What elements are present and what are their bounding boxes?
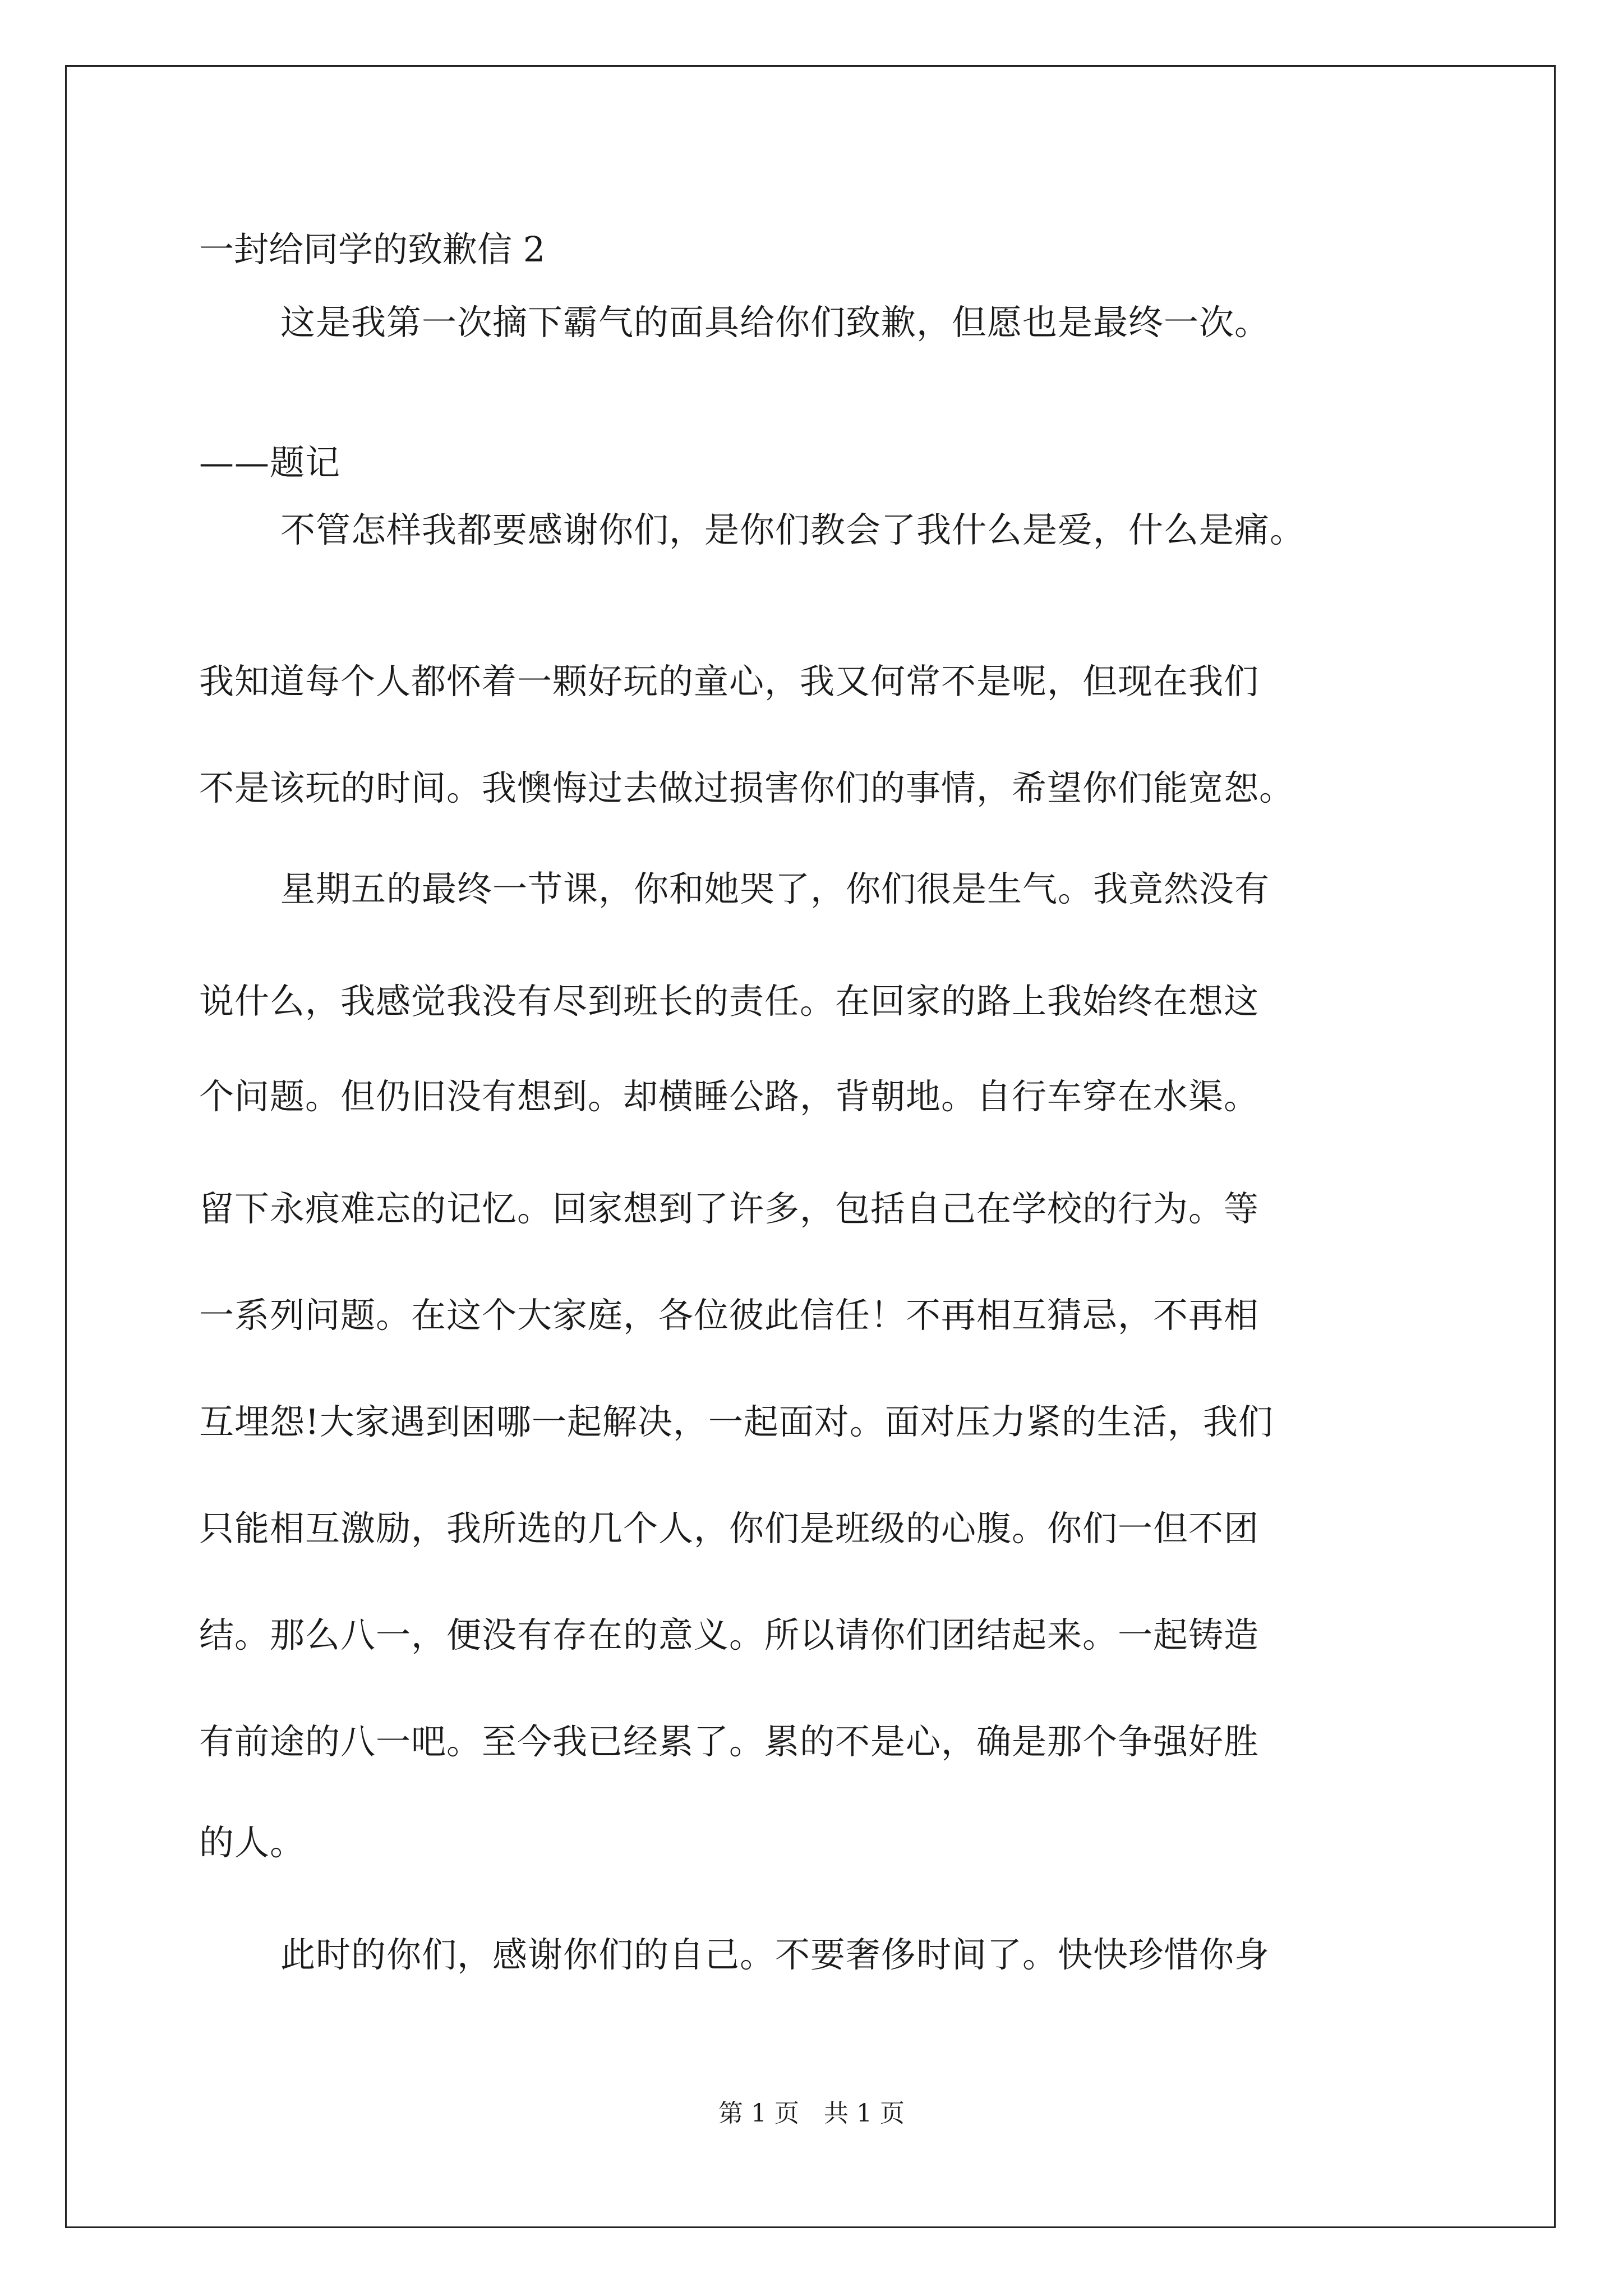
paragraph-line-13: 结。那么八一，便没有存在的意义。所以请你们团结起来。一起铸造 (199, 1614, 1260, 1655)
paragraph-line-3: 不管怎样我都要感谢你们，是你们教会了我什么是爱，什么是痛。 (280, 509, 1306, 550)
paragraph-line-11: 互埋怨!大家遇到困哪一起解决，一起面对。面对压力紧的生活，我们 (199, 1401, 1274, 1442)
paragraph-line-8: 个问题。但仍旧没有想到。却横睡公路，背朝地。自行车穿在水渠。 (199, 1076, 1260, 1117)
paragraph-line-1: 这是我第一次摘下霸气的面具给你们致歉，但愿也是最终一次。 (280, 302, 1270, 343)
paragraph-line-9: 留下永痕难忘的记忆。回家想到了许多，包括自己在学校的行为。等 (199, 1188, 1260, 1229)
paragraph-line-4: 我知道每个人都怀着一颗好玩的童心，我又何常不是呢，但现在我们 (199, 661, 1260, 702)
paragraph-line-2: ——题记 (199, 442, 341, 483)
paragraph-line-7: 说什么，我感觉我没有尽到班长的责任。在回家的路上我始终在想这 (199, 981, 1260, 1022)
paragraph-line-14: 有前途的八一吧。至今我已经累了。累的不是心，确是那个争强好胜 (199, 1721, 1260, 1762)
page-border (65, 65, 1556, 2228)
paragraph-line-15: 的人。 (199, 1822, 306, 1863)
paragraph-line-16: 此时的你们，感谢你们的自己。不要奢侈时间了。快快珍惜你身 (280, 1934, 1270, 1975)
page-number-footer: 第 1 页 共 1 页 (718, 2099, 905, 2128)
paragraph-line-12: 只能相互激励，我所选的几个人，你们是班级的心腹。你们一但不团 (199, 1508, 1260, 1549)
document-title: 一封给同学的致歉信 2 (199, 229, 546, 270)
paragraph-line-5: 不是该玩的时间。我懊悔过去做过损害你们的事情，希望你们能宽恕。 (199, 767, 1295, 808)
paragraph-line-6: 星期五的最终一节课，你和她哭了，你们很是生气。我竟然没有 (280, 868, 1270, 909)
paragraph-line-10: 一系列问题。在这个大家庭，各位彼此信任！不再相互猜忌，不再相 (199, 1295, 1260, 1336)
